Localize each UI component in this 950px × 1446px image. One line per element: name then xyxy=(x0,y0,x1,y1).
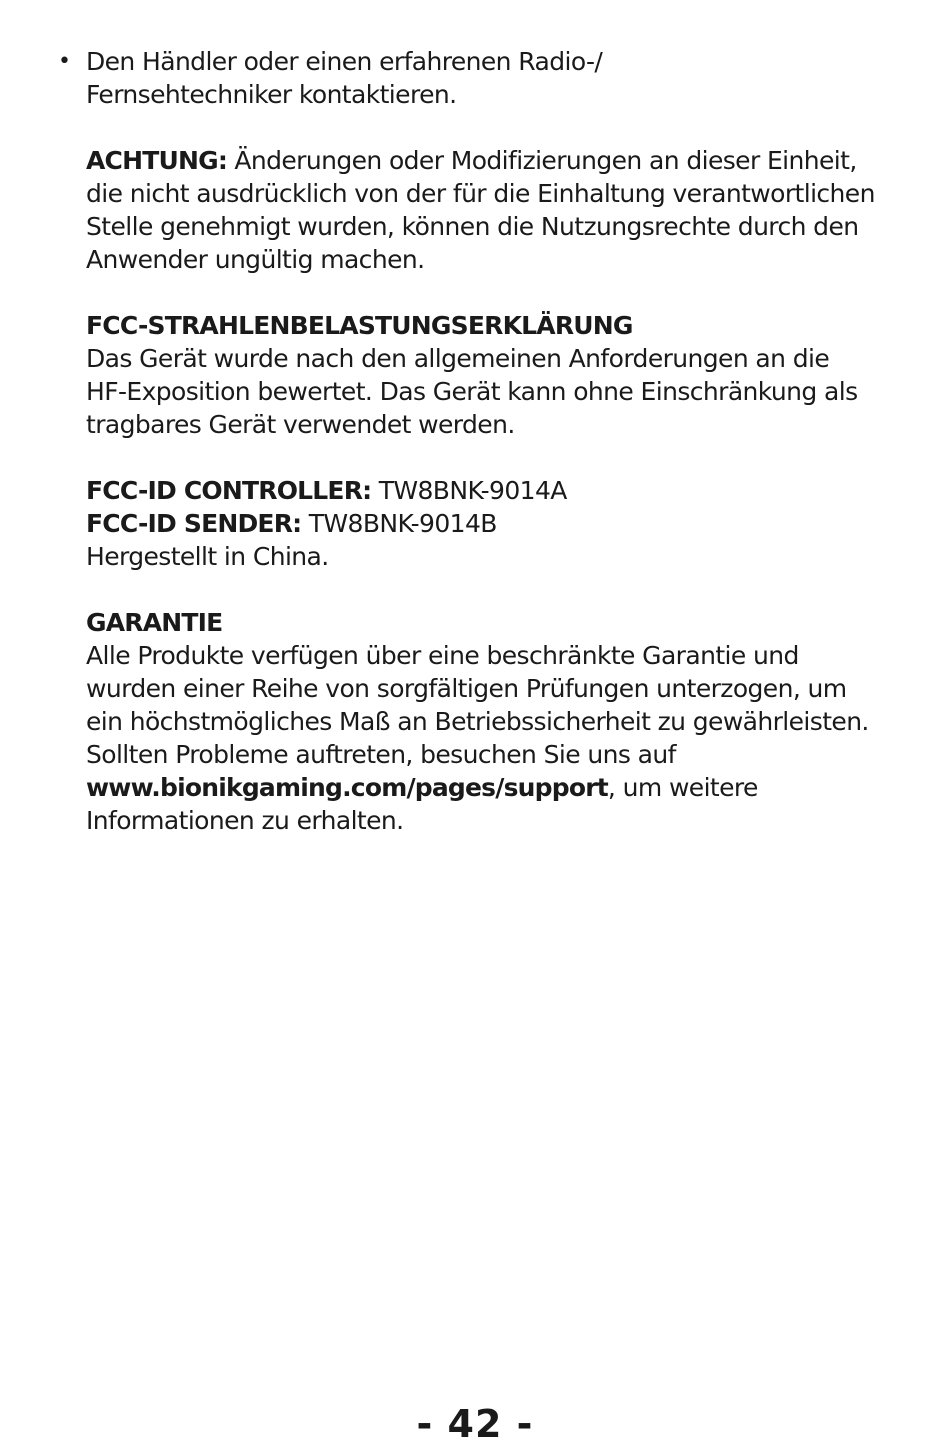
text-line: Das Gerät wurde nach den allgemeinen Anforderungen an die xyxy=(86,344,830,373)
text-line: wurden einer Reihe von sorgfältigen Prüfungen unterzogen, um xyxy=(86,674,847,703)
section-heading: FCC-STRAHLENBELASTUNGSERKLÄRUNG xyxy=(86,311,633,340)
bullet-text xyxy=(86,45,886,111)
text-line: www.bionikgaming.com/pages/support, um weitere xyxy=(86,773,758,802)
text-line: Alle Produkte verfügen über eine beschränkte Garantie und xyxy=(86,641,799,670)
section-body xyxy=(86,639,906,837)
text-line: Anwender ungültig machen. xyxy=(86,245,425,274)
page-number: - 42 - xyxy=(416,1402,534,1446)
made-in: Hergestellt in China. xyxy=(86,542,329,571)
fcc-id-section xyxy=(86,474,906,573)
support-link[interactable]: www.bionikgaming.com/pages/support xyxy=(86,773,608,802)
section-body xyxy=(86,342,906,441)
fcc-exposure-section xyxy=(86,309,906,441)
text-line: HF-Exposition bewertet. Das Gerät kann ohne Einschränkung als xyxy=(86,377,858,406)
warning-paragraph xyxy=(86,144,906,276)
text-line: Informationen zu erhalten. xyxy=(86,806,404,835)
section-heading: GARANTIE xyxy=(86,608,223,637)
text-line: Fernsehtechniker kontaktieren. xyxy=(86,80,457,109)
fcc-id-sender: FCC-ID SENDER: TW8BNK-9014B xyxy=(86,509,497,538)
text-line: Stelle genehmigt wurden, können die Nutzungsrechte durch den xyxy=(86,212,859,241)
text-line: die nicht ausdrücklich von der für die Einhaltung verantwortlichen xyxy=(86,179,875,208)
fcc-id-controller: FCC-ID CONTROLLER: TW8BNK-9014A xyxy=(86,476,567,505)
text-line: ein höchstmögliches Maß an Betriebssicherheit zu gewährleisten. xyxy=(86,707,869,736)
bullet-icon: • xyxy=(58,49,71,74)
text-line: ACHTUNG: Änderungen oder Modifizierungen an dieser Einheit, xyxy=(86,146,857,175)
text-line: tragbares Gerät verwendet werden. xyxy=(86,410,515,439)
warning-label: ACHTUNG: xyxy=(86,146,228,175)
text-line: Sollten Probleme auftreten, besuchen Sie uns auf xyxy=(86,740,676,769)
warranty-section xyxy=(86,606,906,837)
text-line: Den Händler oder einen erfahrenen Radio-/ xyxy=(86,47,603,76)
